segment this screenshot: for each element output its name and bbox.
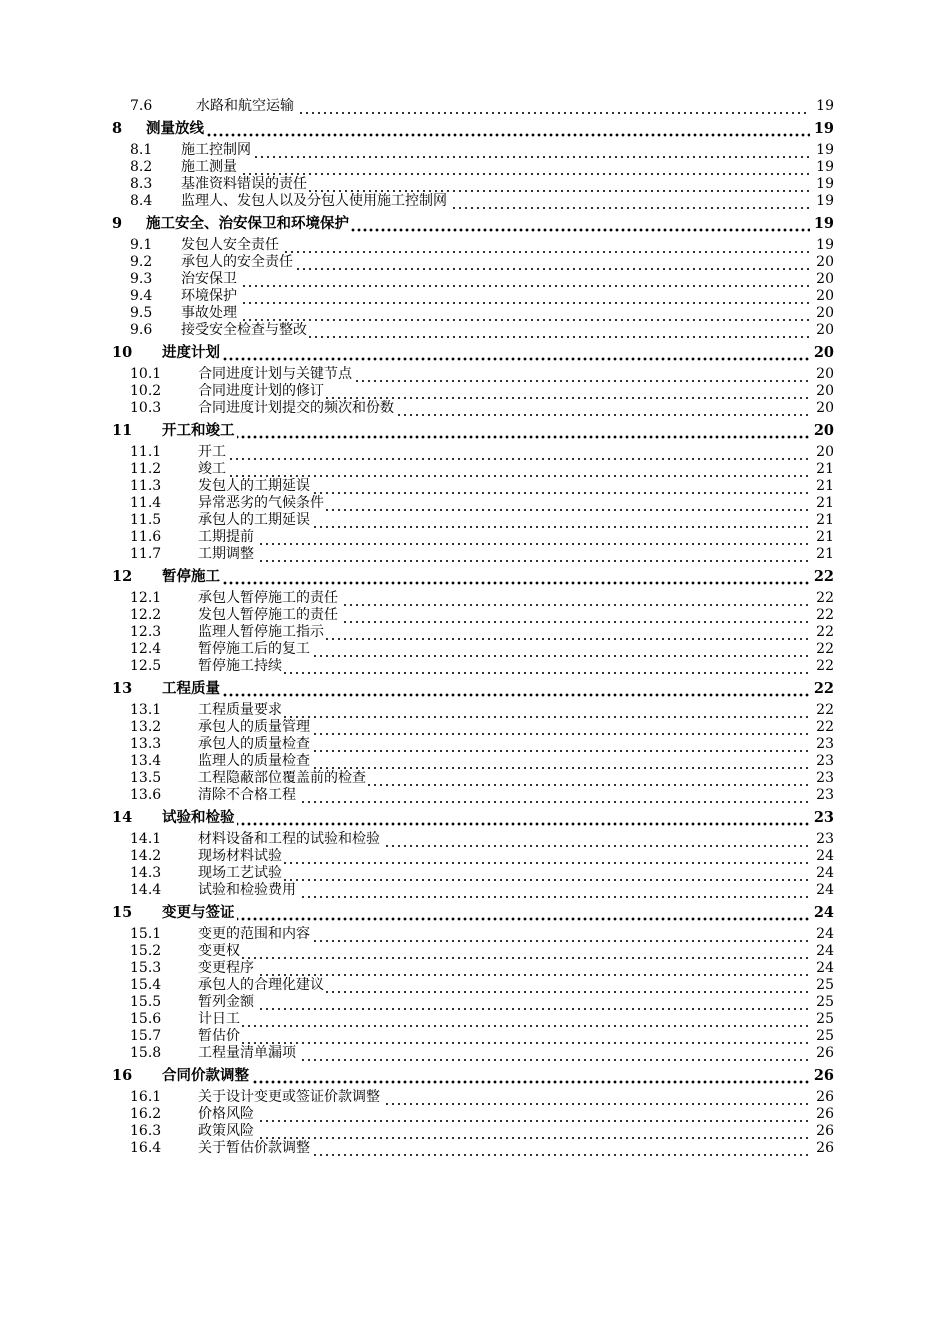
toc-entry-title <box>198 400 810 417</box>
toc-chapter-entry[interactable] <box>112 422 834 440</box>
toc-entry-title <box>198 624 810 641</box>
toc-entry-title <box>181 237 810 254</box>
toc-entry-title-text: 异常恶劣的气候条件 <box>198 495 324 511</box>
toc-section-entry[interactable] <box>112 461 834 478</box>
toc-chapter-entry[interactable] <box>112 809 834 827</box>
toc-entry-title-text: 工期调整 <box>198 546 254 562</box>
toc-entry-page-number: 20 <box>816 322 834 338</box>
toc-entry-number: 10.3 <box>130 400 162 416</box>
toc-entry-number: 16.1 <box>130 1089 162 1105</box>
toc-entry-number: 11.6 <box>130 529 162 545</box>
toc-entry-title-text: 施工控制网 <box>181 142 251 158</box>
toc-entry-page-number: 20 <box>813 344 834 361</box>
toc-entry-number: 14.3 <box>130 865 162 881</box>
toc-entry-number: 8 <box>112 120 123 137</box>
toc-entry-page-number: 26 <box>816 1140 834 1156</box>
toc-entry-page-number: 21 <box>816 495 834 511</box>
toc-entry-title <box>181 159 810 176</box>
toc-entry-title-text: 现场工艺试验 <box>198 865 282 881</box>
toc-section-entry[interactable] <box>112 478 834 495</box>
toc-section-entry[interactable] <box>112 1011 834 1028</box>
toc-entry-title-text: 治安保卫 <box>181 271 237 287</box>
toc-entry-number: 13.3 <box>130 736 162 752</box>
toc-entry-page-number: 21 <box>816 461 834 477</box>
toc-entry-number: 9.4 <box>130 288 153 304</box>
toc-section-entry[interactable] <box>112 865 834 882</box>
toc-section-entry[interactable] <box>112 658 834 675</box>
toc-entry-title <box>198 658 810 675</box>
toc-entry-title-text: 工期提前 <box>198 529 254 545</box>
toc-entry-page-number: 22 <box>816 658 834 674</box>
toc-entry-title <box>198 366 810 383</box>
toc-entry-page-number: 19 <box>816 176 834 192</box>
toc-entry-number: 15.6 <box>130 1011 162 1027</box>
toc-section-entry[interactable] <box>112 590 834 607</box>
toc-entry-title-text: 竣工 <box>198 461 226 477</box>
toc-entry-title <box>198 1106 810 1123</box>
toc-entry-page-number: 19 <box>816 98 834 114</box>
toc-entry-title-text: 承包人的合理化建议 <box>198 977 324 993</box>
toc-entry-title <box>198 590 810 607</box>
toc-section-entry[interactable] <box>112 977 834 994</box>
toc-entry-title-text: 承包人的质量管理 <box>198 719 310 735</box>
toc-entry-title <box>198 702 810 719</box>
toc-entry-number: 15.2 <box>130 943 162 959</box>
toc-entry-title <box>198 882 810 899</box>
toc-entry-page-number: 24 <box>816 848 834 864</box>
toc-entry-page-number: 23 <box>816 787 834 803</box>
toc-entry-title <box>198 607 810 624</box>
toc-entry-page-number: 24 <box>816 943 834 959</box>
toc-section-entry[interactable] <box>112 831 834 848</box>
toc-entry-page-number: 20 <box>816 305 834 321</box>
toc-section-entry[interactable] <box>112 495 834 512</box>
toc-section-entry[interactable] <box>112 512 834 529</box>
toc-chapter-entry[interactable] <box>112 1067 834 1085</box>
toc-entry-number: 16.2 <box>130 1106 162 1122</box>
toc-section-entry[interactable] <box>112 787 834 804</box>
toc-entry-number: 15.5 <box>130 994 162 1010</box>
toc-section-entry[interactable] <box>112 176 834 193</box>
toc-entry-page-number: 19 <box>816 142 834 158</box>
toc-entry-title-text: 发包人安全责任 <box>181 237 279 253</box>
toc-entry-title-text: 变更程序 <box>198 960 254 976</box>
toc-section-entry[interactable] <box>112 607 834 624</box>
toc-section-entry[interactable] <box>112 882 834 899</box>
toc-entry-page-number: 20 <box>813 422 834 439</box>
toc-entry-title <box>146 215 810 233</box>
toc-section-entry[interactable] <box>112 237 834 254</box>
toc-entry-title <box>198 495 810 512</box>
toc-entry-page-number: 20 <box>816 288 834 304</box>
toc-entry-page-number: 24 <box>816 865 834 881</box>
toc-entry-page-number: 20 <box>816 383 834 399</box>
toc-entry-title <box>198 512 810 529</box>
toc-entry-number: 12 <box>112 568 133 585</box>
toc-entry-number: 11.5 <box>130 512 162 528</box>
toc-section-entry[interactable] <box>112 719 834 736</box>
toc-entry-title <box>198 977 810 994</box>
toc-entry-number: 13.4 <box>130 753 162 769</box>
toc-section-entry[interactable] <box>112 159 834 176</box>
toc-entry-number: 9.5 <box>130 305 153 321</box>
toc-entry-title-text: 变更与签证 <box>162 904 235 921</box>
toc-entry-number: 10.1 <box>130 366 162 382</box>
toc-chapter-entry[interactable] <box>112 344 834 362</box>
toc-entry-title-text: 暂列金额 <box>198 994 254 1010</box>
toc-entry-title <box>198 444 810 461</box>
toc-entry-number: 13.1 <box>130 702 162 718</box>
toc-entry-title <box>198 926 810 943</box>
toc-entry-title-text: 清除不合格工程 <box>198 787 296 803</box>
toc-entry-page-number: 23 <box>816 831 834 847</box>
toc-entry-title <box>198 753 810 770</box>
toc-entry-title <box>198 478 810 495</box>
toc-entry-title-text: 关于设计变更或签证价款调整 <box>198 1089 380 1105</box>
toc-entry-title <box>181 271 810 288</box>
toc-section-entry[interactable] <box>112 193 834 210</box>
toc-section-entry[interactable] <box>112 994 834 1011</box>
toc-entry-page-number: 22 <box>813 568 834 585</box>
toc-entry-title-text: 政策风险 <box>198 1123 254 1139</box>
toc-entry-page-number: 26 <box>816 1089 834 1105</box>
toc-section-entry[interactable] <box>112 383 834 400</box>
toc-entry-number: 10.2 <box>130 383 162 399</box>
toc-entry-title-text: 变更的范围和内容 <box>198 926 310 942</box>
toc-section-entry[interactable] <box>112 366 834 383</box>
table-of-contents <box>112 98 834 1157</box>
toc-entry-number: 12.5 <box>130 658 162 674</box>
toc-section-entry[interactable] <box>112 641 834 658</box>
toc-entry-page-number: 19 <box>816 237 834 253</box>
toc-entry-page-number: 24 <box>816 960 834 976</box>
toc-entry-number: 11.7 <box>130 546 162 562</box>
toc-entry-title <box>162 568 810 586</box>
toc-entry-title <box>162 344 810 362</box>
toc-entry-title-text: 施工安全、治安保卫和环境保护 <box>146 215 349 232</box>
toc-entry-title <box>198 1123 810 1140</box>
toc-entry-number: 11.4 <box>130 495 162 511</box>
toc-entry-page-number: 23 <box>816 753 834 769</box>
toc-entry-page-number: 20 <box>816 254 834 270</box>
toc-entry-title-text: 合同进度计划与关键节点 <box>198 366 352 382</box>
toc-entry-title <box>198 1089 810 1106</box>
toc-entry-title <box>198 546 810 563</box>
toc-section-entry[interactable] <box>112 1123 834 1140</box>
toc-entry-title-text: 关于暂估价款调整 <box>198 1140 310 1156</box>
toc-chapter-entry[interactable] <box>112 904 834 922</box>
toc-entry-number: 12.2 <box>130 607 162 623</box>
toc-entry-number: 15.3 <box>130 960 162 976</box>
toc-entry-title-text: 暂停施工后的复工 <box>198 641 310 657</box>
toc-entry-title-text: 基准资料错误的责任 <box>181 176 307 192</box>
toc-entry-page-number: 21 <box>816 546 834 562</box>
toc-entry-page-number: 19 <box>816 193 834 209</box>
toc-entry-number: 8.2 <box>130 159 153 175</box>
toc-section-entry[interactable] <box>112 1106 834 1123</box>
toc-entry-page-number: 20 <box>816 400 834 416</box>
toc-section-entry[interactable] <box>112 288 834 305</box>
toc-entry-title <box>162 1067 810 1085</box>
toc-entry-title-text: 发包人的工期延误 <box>198 478 310 494</box>
toc-entry-title <box>198 736 810 753</box>
toc-entry-title-text: 暂停施工 <box>162 568 220 585</box>
toc-entry-title <box>198 960 810 977</box>
toc-chapter-entry[interactable] <box>112 568 834 586</box>
toc-entry-page-number: 20 <box>816 366 834 382</box>
toc-section-entry[interactable] <box>112 926 834 943</box>
toc-entry-page-number: 25 <box>816 994 834 1010</box>
toc-entry-title-text: 监理人的质量检查 <box>198 753 310 769</box>
toc-entry-title <box>162 809 810 827</box>
toc-entry-title <box>198 383 810 400</box>
toc-entry-number: 7.6 <box>130 98 153 114</box>
toc-entry-title <box>198 1028 810 1045</box>
toc-entry-page-number: 21 <box>816 529 834 545</box>
toc-section-entry[interactable] <box>112 271 834 288</box>
toc-entry-page-number: 23 <box>813 809 834 826</box>
toc-section-entry[interactable] <box>112 98 834 115</box>
toc-entry-page-number: 22 <box>816 607 834 623</box>
toc-entry-title <box>181 193 810 210</box>
toc-entry-title-text: 变更权 <box>198 943 240 959</box>
toc-entry-title-text: 承包人的工期延误 <box>198 512 310 528</box>
toc-entry-title-text: 价格风险 <box>198 1106 254 1122</box>
toc-entry-title <box>181 305 810 322</box>
toc-entry-number: 15.1 <box>130 926 162 942</box>
toc-entry-title-text: 工程隐蔽部位覆盖前的检查 <box>198 770 366 786</box>
toc-entry-title <box>198 848 810 865</box>
toc-entry-title-text: 承包人的质量检查 <box>198 736 310 752</box>
toc-section-entry[interactable] <box>112 753 834 770</box>
toc-chapter-entry[interactable] <box>112 215 834 233</box>
toc-entry-number: 9.1 <box>130 237 153 253</box>
toc-entry-number: 10 <box>112 344 133 361</box>
toc-entry-title-text: 承包人暂停施工的责任 <box>198 590 338 606</box>
toc-entry-title <box>198 865 810 882</box>
toc-entry-title <box>181 288 810 305</box>
toc-entry-title-text: 暂停施工持续 <box>198 658 282 674</box>
toc-entry-page-number: 21 <box>816 478 834 494</box>
toc-entry-number: 11 <box>112 422 133 439</box>
toc-entry-title-text: 发包人暂停施工的责任 <box>198 607 338 623</box>
toc-entry-title <box>198 1011 810 1028</box>
toc-entry-number: 14.1 <box>130 831 162 847</box>
toc-entry-page-number: 24 <box>813 904 834 921</box>
toc-entry-title-text: 合同进度计划提交的频次和份数 <box>198 400 394 416</box>
toc-entry-number: 15.7 <box>130 1028 162 1044</box>
toc-entry-title-text: 监理人、发包人以及分包人使用施工控制网 <box>181 193 447 209</box>
toc-entry-page-number: 23 <box>816 770 834 786</box>
toc-entry-page-number: 22 <box>816 719 834 735</box>
toc-entry-title-text: 试验和检验 <box>162 809 235 826</box>
toc-entry-number: 9.6 <box>130 322 153 338</box>
toc-entry-title-text: 计日工 <box>198 1011 240 1027</box>
toc-entry-title <box>181 176 810 193</box>
toc-entry-page-number: 24 <box>816 882 834 898</box>
toc-entry-number: 9.3 <box>130 271 153 287</box>
toc-entry-title <box>198 994 810 1011</box>
toc-section-entry[interactable] <box>112 770 834 787</box>
toc-entry-title <box>198 641 810 658</box>
toc-section-entry[interactable] <box>112 546 834 563</box>
toc-entry-page-number: 20 <box>816 444 834 460</box>
toc-entry-title-text: 施工测量 <box>181 159 237 175</box>
toc-entry-title-text: 测量放线 <box>146 120 204 137</box>
toc-entry-number: 12.4 <box>130 641 162 657</box>
toc-entry-page-number: 19 <box>813 120 834 137</box>
toc-section-entry[interactable] <box>112 702 834 719</box>
toc-entry-page-number: 23 <box>816 736 834 752</box>
toc-entry-title <box>162 422 810 440</box>
toc-entry-title-text: 接受安全检查与整改 <box>181 322 307 338</box>
toc-entry-title <box>198 461 810 478</box>
toc-entry-number: 15.8 <box>130 1045 162 1061</box>
toc-entry-page-number: 22 <box>813 680 834 697</box>
toc-entry-page-number: 25 <box>816 977 834 993</box>
toc-entry-title <box>198 719 810 736</box>
toc-section-entry[interactable] <box>112 736 834 753</box>
toc-entry-number: 8.3 <box>130 176 153 192</box>
toc-entry-title-text: 进度计划 <box>162 344 220 361</box>
toc-entry-number: 8.4 <box>130 193 153 209</box>
toc-entry-title <box>198 831 810 848</box>
toc-entry-title-text: 工程质量要求 <box>198 702 282 718</box>
toc-entry-number: 16 <box>112 1067 133 1084</box>
toc-entry-title-text: 承包人的安全责任 <box>181 254 293 270</box>
toc-section-entry[interactable] <box>112 322 834 339</box>
toc-section-entry[interactable] <box>112 624 834 641</box>
toc-chapter-entry[interactable] <box>112 120 834 138</box>
toc-entry-title <box>198 943 810 960</box>
toc-section-entry[interactable] <box>112 254 834 271</box>
toc-entry-number: 9 <box>112 215 123 232</box>
toc-entry-page-number: 26 <box>816 1106 834 1122</box>
toc-section-entry[interactable] <box>112 444 834 461</box>
toc-entry-title-text: 事故处理 <box>181 305 237 321</box>
toc-entry-title <box>198 529 810 546</box>
toc-entry-title <box>162 680 810 698</box>
toc-entry-page-number: 22 <box>816 641 834 657</box>
toc-entry-page-number: 22 <box>816 624 834 640</box>
toc-entry-title <box>181 322 810 339</box>
toc-entry-title-text: 环境保护 <box>181 288 237 304</box>
toc-entry-number: 14.2 <box>130 848 162 864</box>
toc-section-entry[interactable] <box>112 1028 834 1045</box>
toc-entry-number: 13.6 <box>130 787 162 803</box>
toc-chapter-entry[interactable] <box>112 680 834 698</box>
toc-entry-number: 15 <box>112 904 133 921</box>
toc-entry-page-number: 26 <box>813 1067 834 1084</box>
toc-entry-number: 11.3 <box>130 478 162 494</box>
toc-entry-title <box>198 770 810 787</box>
toc-section-entry[interactable] <box>112 529 834 546</box>
toc-entry-title <box>198 787 810 804</box>
toc-entry-number: 16.3 <box>130 1123 162 1139</box>
toc-entry-page-number: 22 <box>816 590 834 606</box>
toc-section-entry[interactable] <box>112 400 834 417</box>
toc-entry-page-number: 19 <box>813 215 834 232</box>
toc-entry-title-text: 合同进度计划的修订 <box>198 383 324 399</box>
toc-section-entry[interactable] <box>112 848 834 865</box>
toc-section-entry[interactable] <box>112 1089 834 1106</box>
toc-entry-number: 14 <box>112 809 133 826</box>
toc-entry-title <box>181 142 810 159</box>
toc-entry-number: 13 <box>112 680 133 697</box>
toc-entry-number: 11.2 <box>130 461 162 477</box>
toc-entry-number: 12.3 <box>130 624 162 640</box>
toc-entry-page-number: 20 <box>816 271 834 287</box>
toc-entry-title-text: 材料设备和工程的试验和检验 <box>198 831 380 847</box>
toc-entry-number: 11.1 <box>130 444 162 460</box>
toc-entry-title-text: 工程量清单漏项 <box>198 1045 296 1061</box>
toc-entry-title-text: 合同价款调整 <box>162 1067 249 1084</box>
toc-entry-title-text: 开工 <box>198 444 226 460</box>
toc-entry-page-number: 24 <box>816 926 834 942</box>
toc-section-entry[interactable] <box>112 943 834 960</box>
toc-entry-page-number: 25 <box>816 1028 834 1044</box>
toc-entry-number: 8.1 <box>130 142 153 158</box>
toc-entry-number: 14.4 <box>130 882 162 898</box>
toc-entry-page-number: 25 <box>816 1011 834 1027</box>
toc-section-entry[interactable] <box>112 1045 834 1062</box>
toc-entry-number: 15.4 <box>130 977 162 993</box>
toc-entry-number: 9.2 <box>130 254 153 270</box>
toc-entry-number: 16.4 <box>130 1140 162 1156</box>
toc-entry-number: 13.5 <box>130 770 162 786</box>
toc-entry-page-number: 19 <box>816 159 834 175</box>
toc-entry-title-text: 开工和竣工 <box>162 422 235 439</box>
toc-section-entry[interactable] <box>112 142 834 159</box>
toc-entry-title <box>146 120 810 138</box>
toc-entry-title-text: 工程质量 <box>162 680 220 697</box>
toc-entry-title-text: 暂估价 <box>198 1028 240 1044</box>
toc-section-entry[interactable] <box>112 960 834 977</box>
toc-entry-page-number: 22 <box>816 702 834 718</box>
toc-entry-title <box>162 904 810 922</box>
toc-entry-title <box>198 1140 810 1157</box>
toc-entry-title-text: 试验和检验费用 <box>198 882 296 898</box>
toc-entry-title-text: 监理人暂停施工指示 <box>198 624 324 640</box>
toc-section-entry[interactable] <box>112 1140 834 1157</box>
toc-entry-number: 12.1 <box>130 590 162 606</box>
toc-entry-title-text: 水路和航空运输 <box>196 98 294 114</box>
toc-entry-title <box>181 254 810 271</box>
toc-entry-title-text: 现场材料试验 <box>198 848 282 864</box>
toc-entry-page-number: 26 <box>816 1045 834 1061</box>
toc-entry-number: 13.2 <box>130 719 162 735</box>
toc-entry-title <box>198 1045 810 1062</box>
toc-entry-page-number: 21 <box>816 512 834 528</box>
toc-section-entry[interactable] <box>112 305 834 322</box>
toc-entry-title <box>196 98 810 115</box>
toc-entry-page-number: 26 <box>816 1123 834 1139</box>
